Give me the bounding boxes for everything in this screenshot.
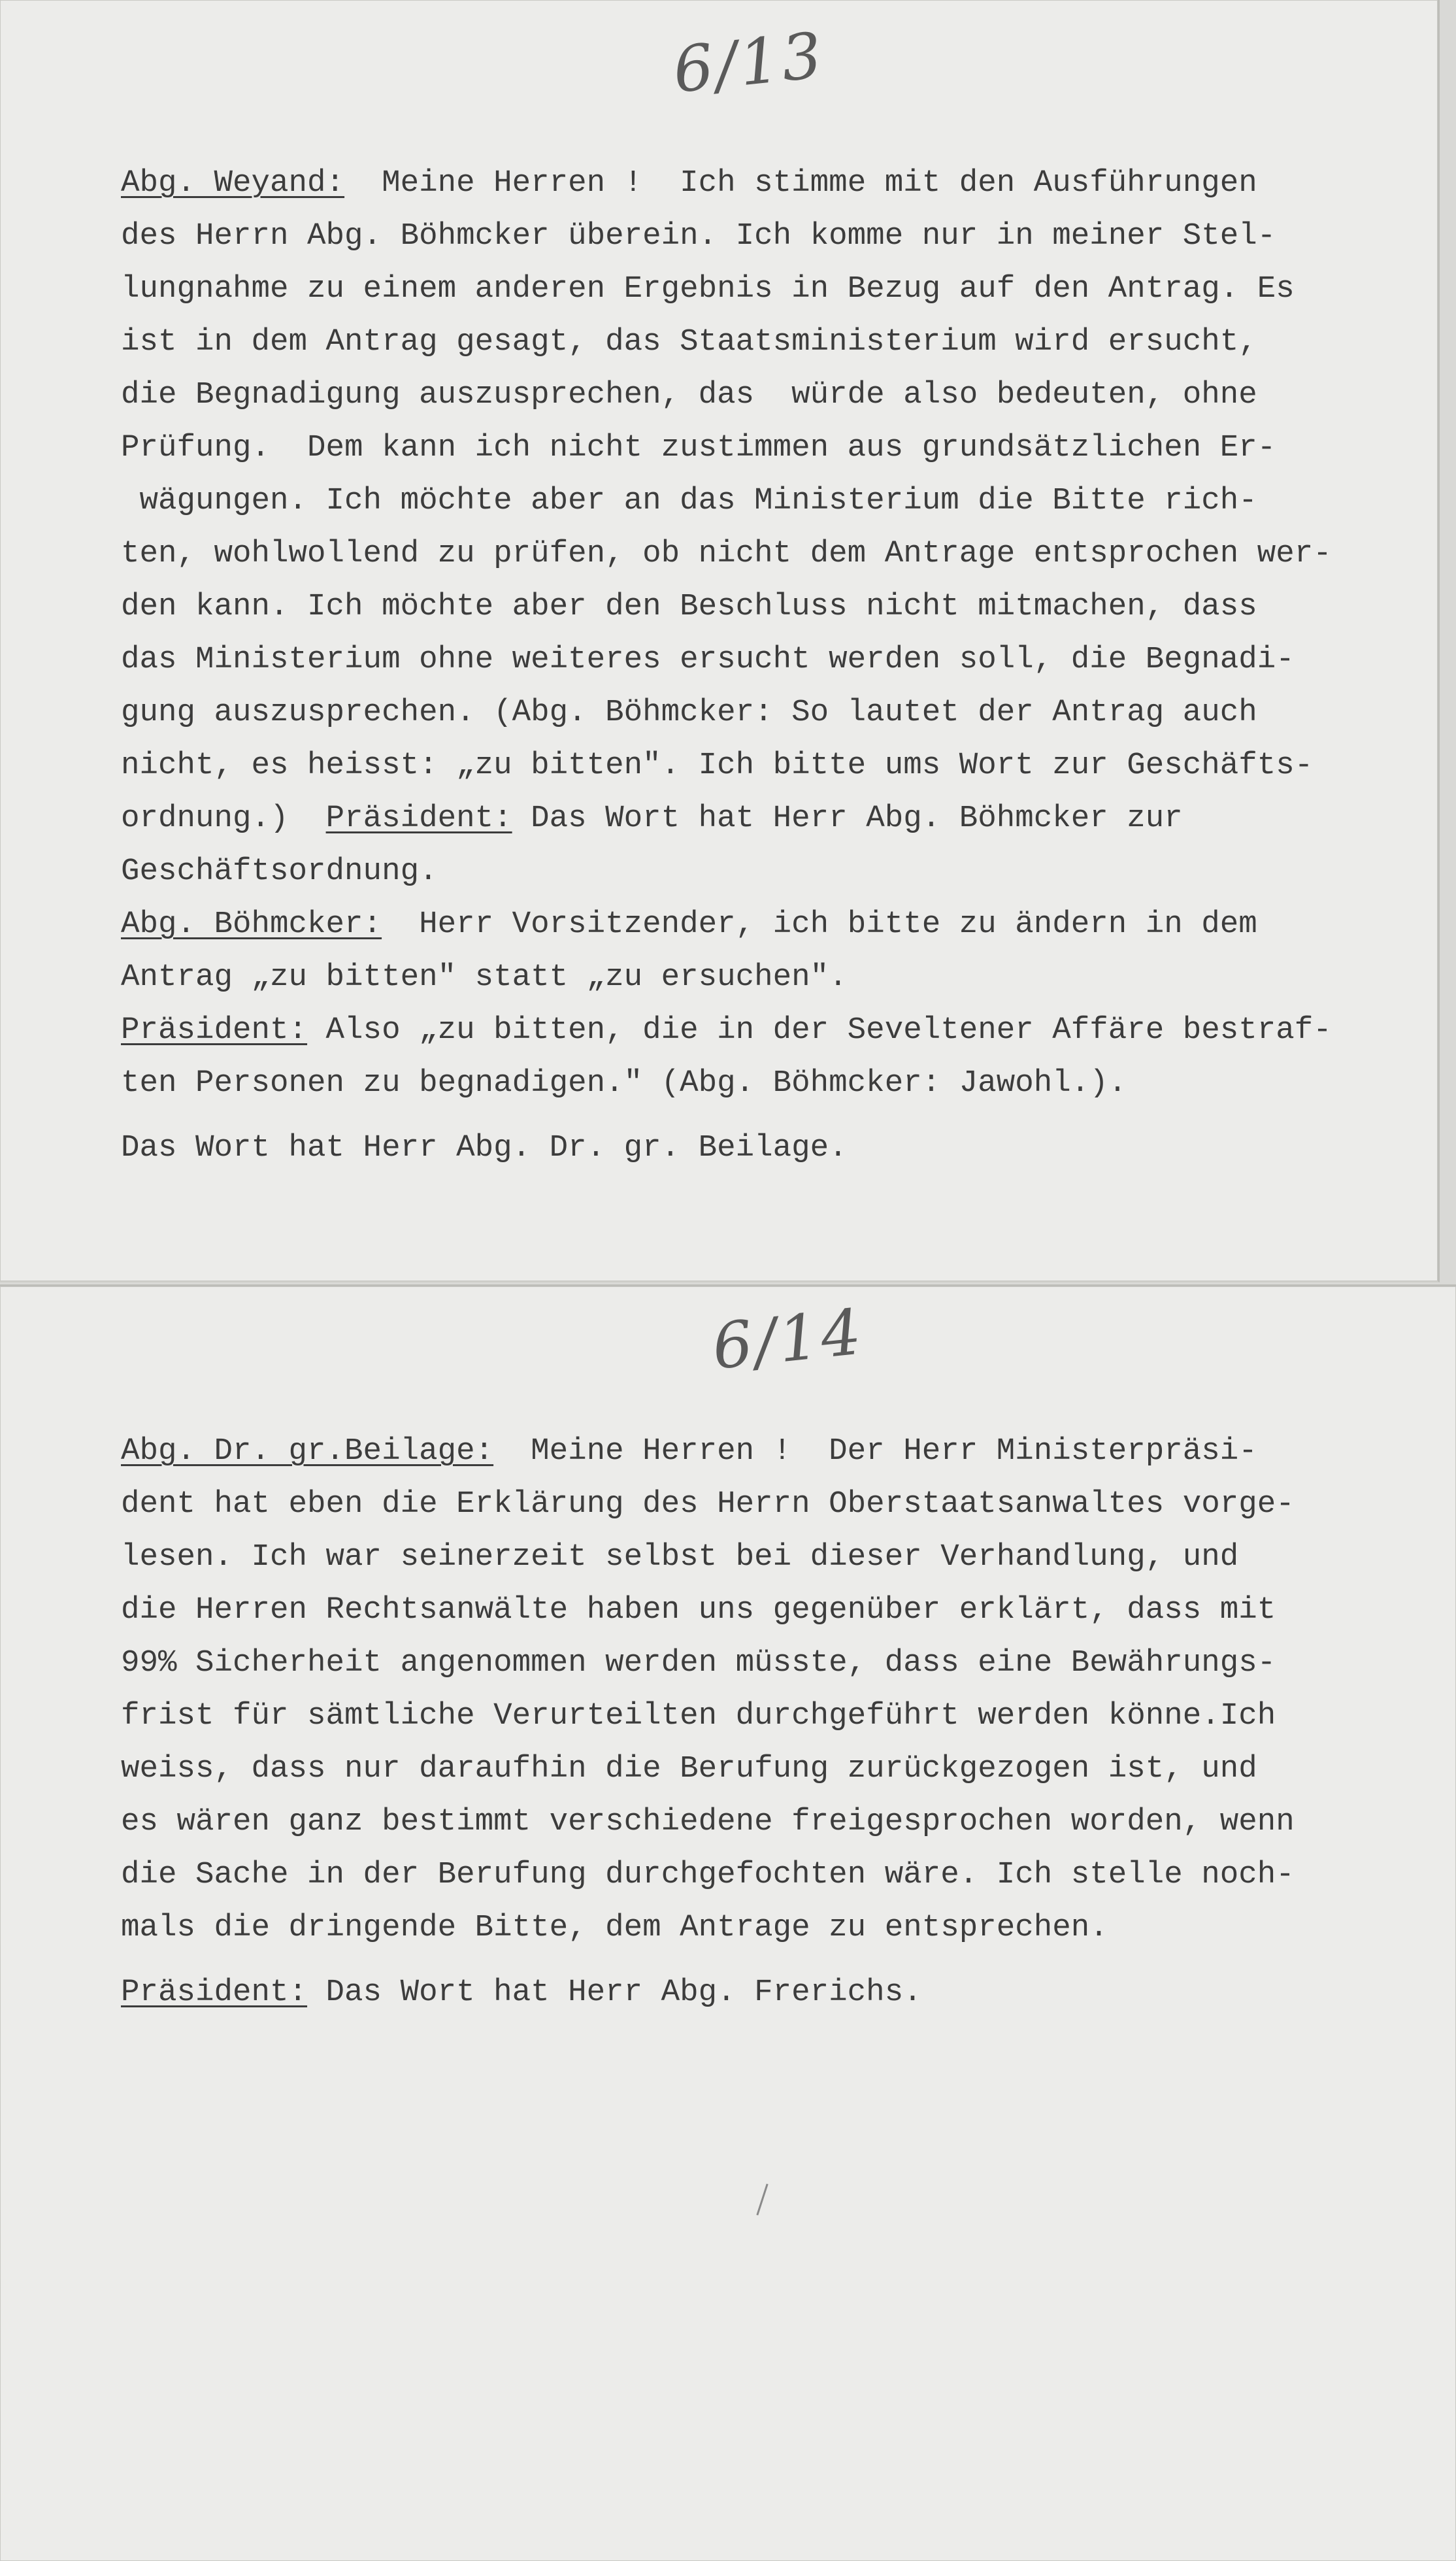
line-text: nicht, es heisst: „zu bitten". Ich bitte ums Wort zur Geschäfts-	[121, 748, 1314, 783]
line-text: das Ministerium ohne weiteres ersucht werden soll, die Begnadi-	[121, 642, 1295, 677]
line-text: den kann. Ich möchte aber den Beschluss nicht mitmachen, dass	[121, 589, 1257, 624]
line-text: Antrag „zu bitten" statt „zu ersuchen".	[121, 960, 848, 995]
line-text: Also „zu bitten, die in der Seveltener Affäre bestraf-	[307, 1013, 1332, 1048]
line-text: Herr Vorsitzender, ich bitte zu ändern in dem	[382, 907, 1257, 942]
line-text: es wären ganz bestimmt verschiedene freigesprochen worden, wenn	[121, 1804, 1295, 1839]
line-text: Das Wort hat Herr Abg. Frerichs.	[307, 1975, 922, 2010]
transcript-body-top	[121, 157, 1421, 1175]
speaker-label: Präsident:	[121, 1013, 308, 1048]
folio-number-bottom: 6/14	[708, 1295, 867, 1384]
typescript-page-top	[0, 0, 1440, 1282]
speaker-label: Präsident:	[121, 1975, 308, 2010]
speaker-label: Abg. Dr. gr.Beilage:	[121, 1433, 494, 1469]
line-text: Prüfung. Dem kann ich nicht zustimmen aus grundsätzlichen Er-	[121, 430, 1276, 465]
line-text: die Sache in der Berufung durchgefochten wäre. Ich stelle noch-	[121, 1857, 1295, 1892]
folio-number-top: 6/13	[669, 18, 828, 107]
line-text: Meine Herren ! Ich stimme mit den Ausführungen	[344, 165, 1257, 201]
line-text: ist in dem Antrag gesagt, das Staatsministerium wird ersucht,	[121, 324, 1257, 360]
line-text: lungnahme zu einem anderen Ergebnis in Bezug auf den Antrag. Es	[121, 271, 1295, 307]
paragraph-praesident-frerichs	[121, 1966, 1421, 2019]
paragraph-boehmcker	[121, 898, 1421, 1004]
paragraph-weyand	[121, 157, 1421, 898]
line-text: frist für sämtliche Verurteilten durchgeführt werden könne.Ich	[121, 1698, 1276, 1733]
paragraph-beilage	[121, 1425, 1421, 1954]
line-text: Das Wort hat Herr Abg. Dr. gr. Beilage.	[121, 1130, 848, 1165]
paragraph-praesident	[121, 1004, 1421, 1110]
line-text: die Begnadigung auszusprechen, das würde also bedeuten, ohne	[121, 377, 1257, 412]
line-text: mals die dringende Bitte, dem Antrage zu entsprechen.	[121, 1910, 1108, 1945]
line-text: wägungen. Ich möchte aber an das Ministerium die Bitte rich-	[121, 483, 1257, 518]
line-text: ten Personen zu begnadigen." (Abg. Böhmcker: Jawohl.).	[121, 1065, 1127, 1101]
line-text: des Herrn Abg. Böhmcker überein. Ich komme nur in meiner Stel-	[121, 218, 1276, 254]
speaker-label: Abg. Weyand:	[121, 165, 345, 201]
line-text: ten, wohlwollend zu prüfen, ob nicht dem Antrage entsprochen wer-	[121, 536, 1332, 571]
line-text: weiss, dass nur daraufhin die Berufung zurückgezogen ist, und	[121, 1751, 1257, 1786]
speaker-label: Präsident:	[325, 801, 512, 836]
transcript-body-bottom	[121, 1425, 1421, 2019]
line-text: 99% Sicherheit angenommen werden müsste, dass eine Bewährungs-	[121, 1645, 1276, 1681]
line-text: Das Wort hat Herr Abg. Böhmcker zur	[512, 801, 1183, 836]
paragraph-floor-given	[121, 1122, 1421, 1175]
line-text: Meine Herren ! Der Herr Ministerpräsi-	[493, 1433, 1257, 1469]
line-text: lesen. Ich war seinerzeit selbst bei dieser Verhandlung, und	[121, 1539, 1239, 1575]
line-text: ordnung.)	[121, 801, 326, 836]
line-text: gung auszusprechen. (Abg. Böhmcker: So lautet der Antrag auch	[121, 695, 1257, 730]
line-text: die Herren Rechtsanwälte haben uns gegenüber erklärt, dass mit	[121, 1592, 1276, 1628]
line-text: dent hat eben die Erklärung des Herrn Oberstaatsanwaltes vorge-	[121, 1486, 1295, 1522]
speaker-label: Abg. Böhmcker:	[121, 907, 382, 942]
line-text: Geschäftsordnung.	[121, 854, 438, 889]
